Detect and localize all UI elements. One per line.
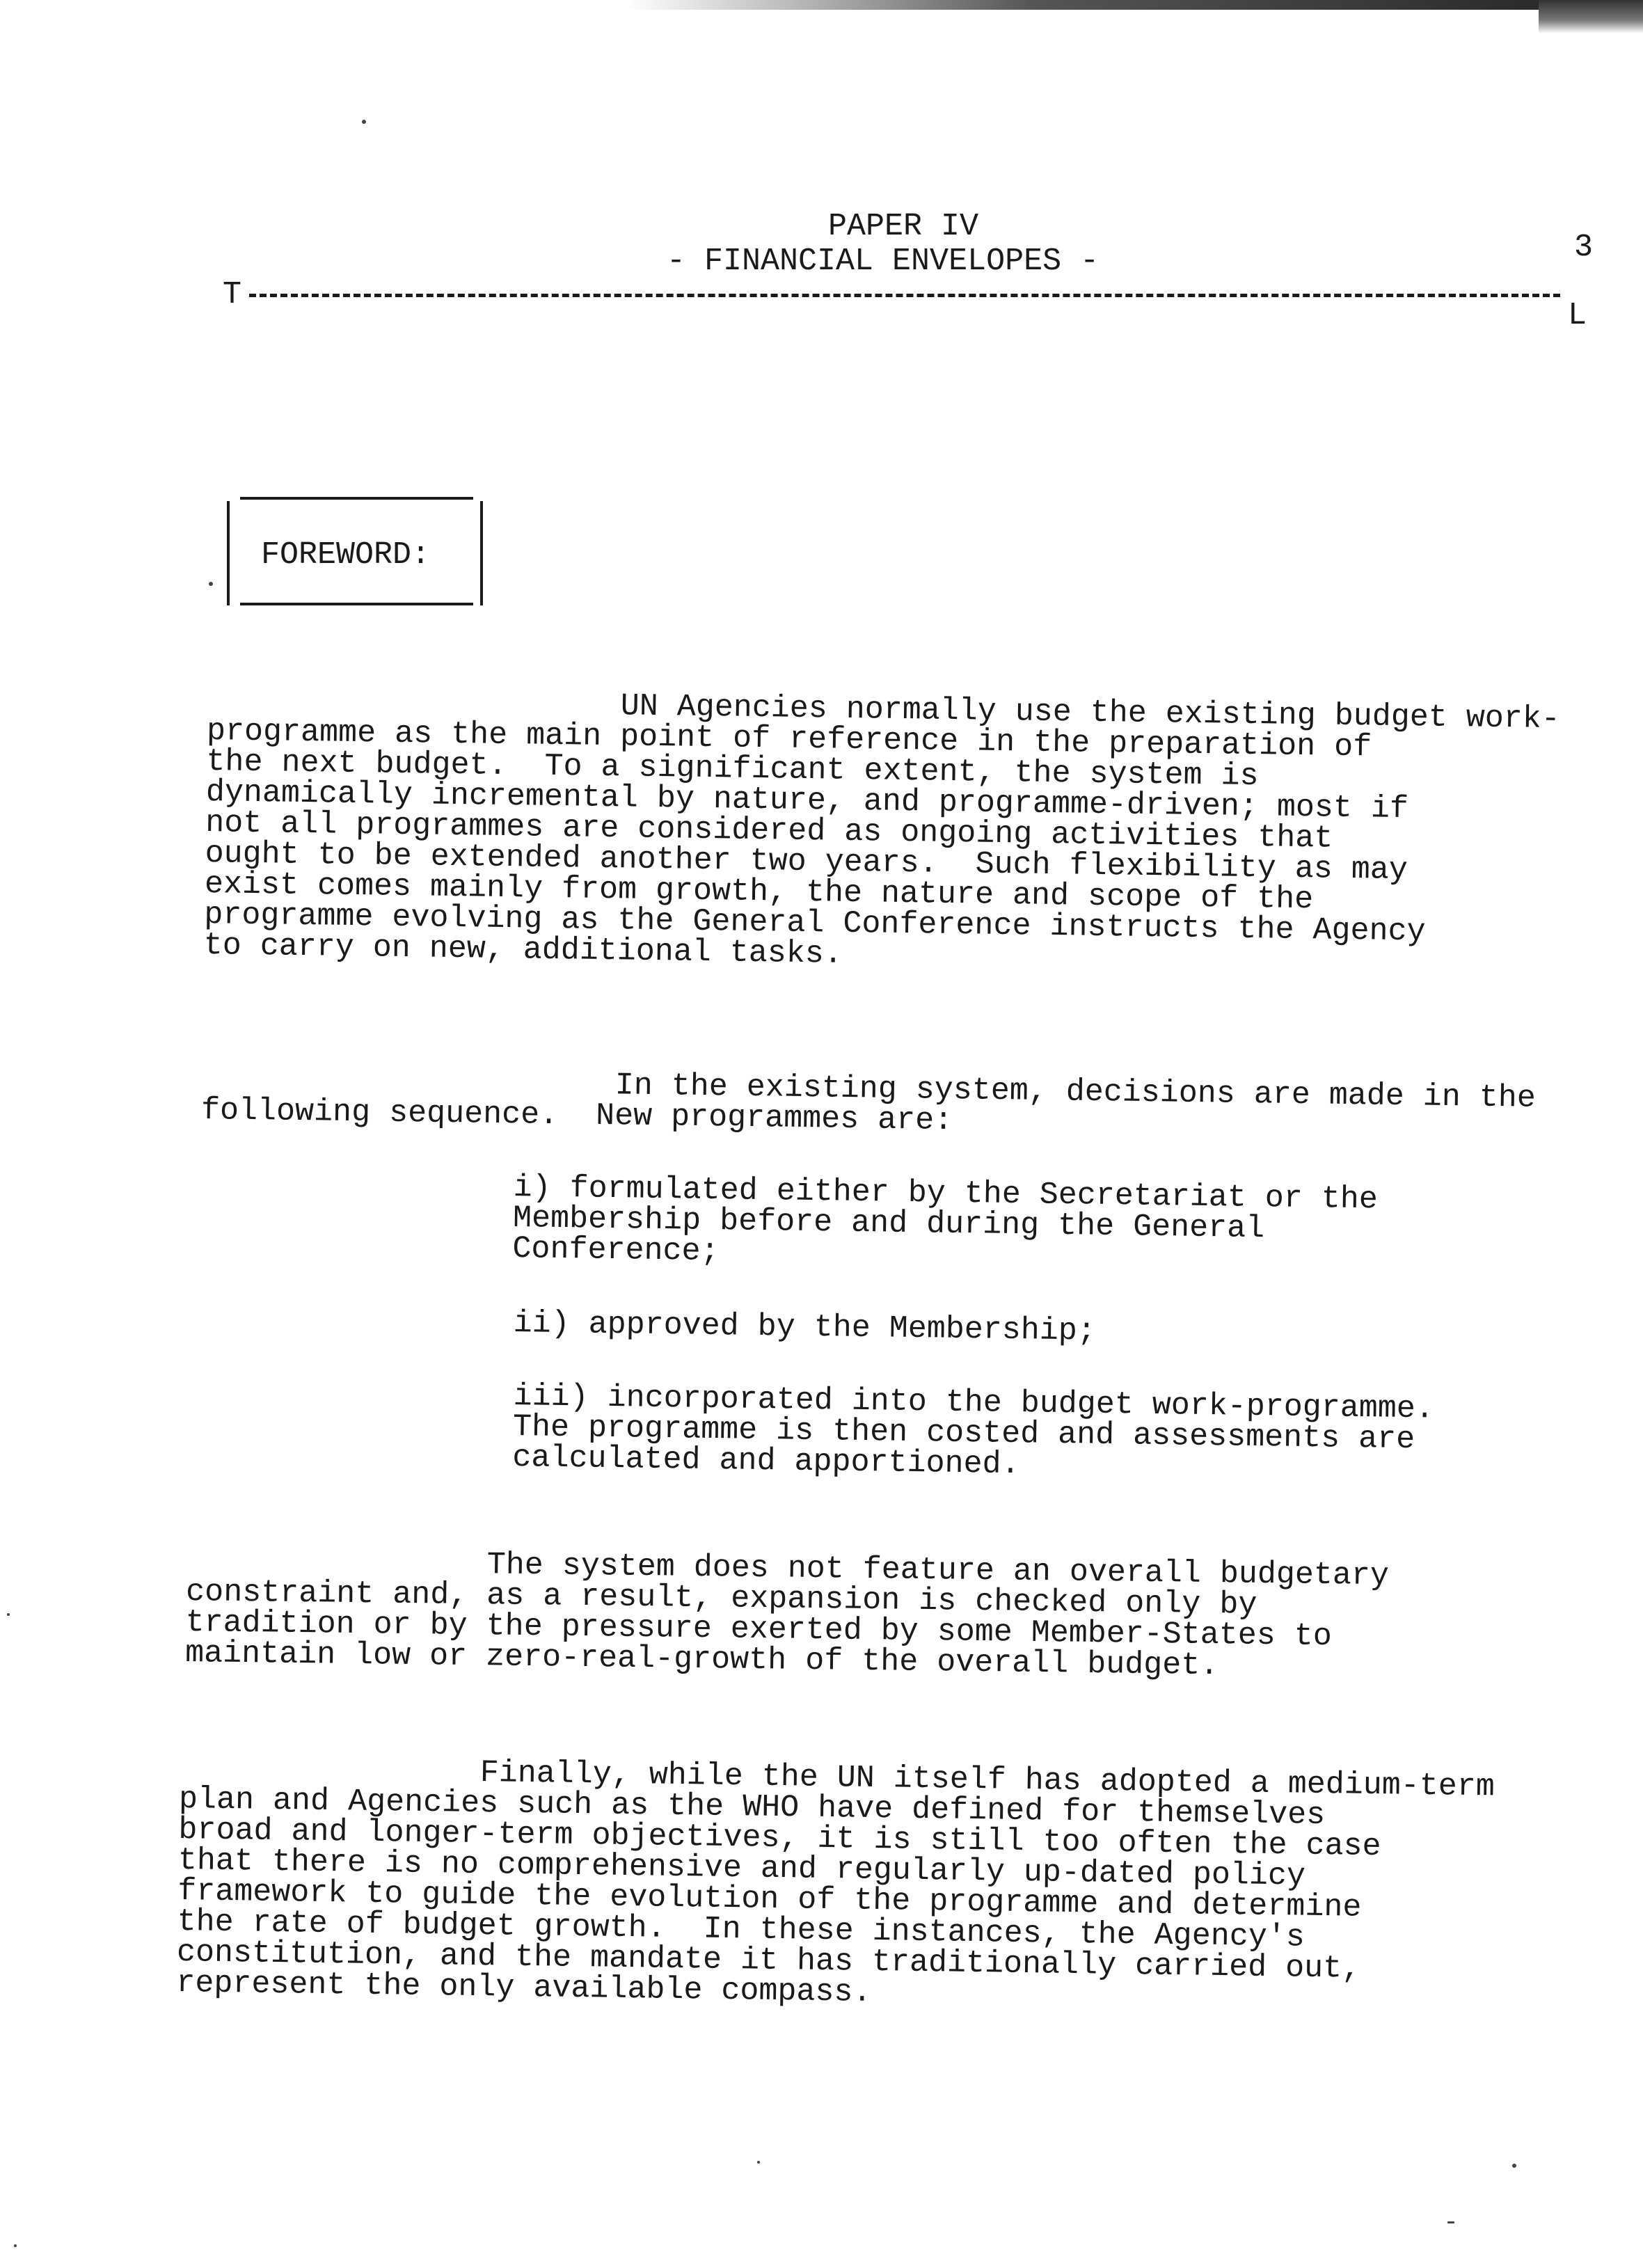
dashed-rule-line — [249, 294, 1560, 297]
scan-speck — [1447, 2221, 1454, 2223]
scan-speck — [362, 120, 366, 124]
paragraph-constraint: The system does not feature an overall budgetary constraint and, as a result, expansion is checked only by tradition or by the pressure exerted by some Member-States to maintain low or zero-real-growth of the overall budget. — [184, 1544, 1390, 1684]
scan-edge-shadow — [626, 0, 1643, 10]
page-subtitle: - FINANCIAL ENVELOPES - — [667, 244, 1100, 279]
foreword-box — [227, 501, 483, 605]
scan-speck — [757, 2161, 760, 2164]
scan-speck — [209, 582, 213, 586]
paragraph-sequence: In the existing system, decisions are made in the following sequence. New programmes are: — [200, 1062, 1537, 1139]
list-item-approved: ii) approved by the Membership; — [513, 1306, 1097, 1349]
list-item-incorporated: iii) incorporated into the budget work-programme. The programme is then costed and assessments are calculated and apportioned. — [512, 1379, 1435, 1483]
paragraph-intro: UN Agencies normally use the existing budget work- programme as the main point of reference in the preparation of the next budget. To a significant extent, the system is dynamically incremental by nature, and programme-driven; most if not all programmes are considered as ongoing activities that ought to be extended another two years. Such flexibility as may exist comes mainly from growth, the nature and scope of the programme evolving as the General Conference instructs the Agency to carry on new, additional tasks. — [203, 683, 1561, 972]
scan-speck — [14, 2244, 17, 2247]
page-title: PAPER IV — [828, 209, 979, 244]
paragraph-finally: Finally, while the UN itself has adopted a medium-term plan and Agencies such as the WHO have defined for themselves broad and longer-term objectives, it is still too often the case that there is no comprehensive and regularly up-dated policy framework to guide the evolution of the programme and determine the rate of budget growth. In these instances, the Agency's constitution, and the mandate it has traditionally carried out, represent the only available compass. — [176, 1751, 1495, 2011]
rule-end-mark: L — [1567, 298, 1587, 333]
scan-speck — [7, 1613, 10, 1616]
page-number: 3 — [1574, 230, 1594, 265]
scan-speck — [1512, 2164, 1516, 2168]
foreword-heading: FOREWORD: — [261, 537, 431, 573]
scan-corner-shadow — [1539, 0, 1643, 33]
list-item-formulated: i) formulated either by the Secretariat or the Membership before and during the General Conference; — [512, 1170, 1379, 1270]
rule-start-mark: T — [223, 277, 242, 312]
header-rule — [223, 277, 1587, 333]
